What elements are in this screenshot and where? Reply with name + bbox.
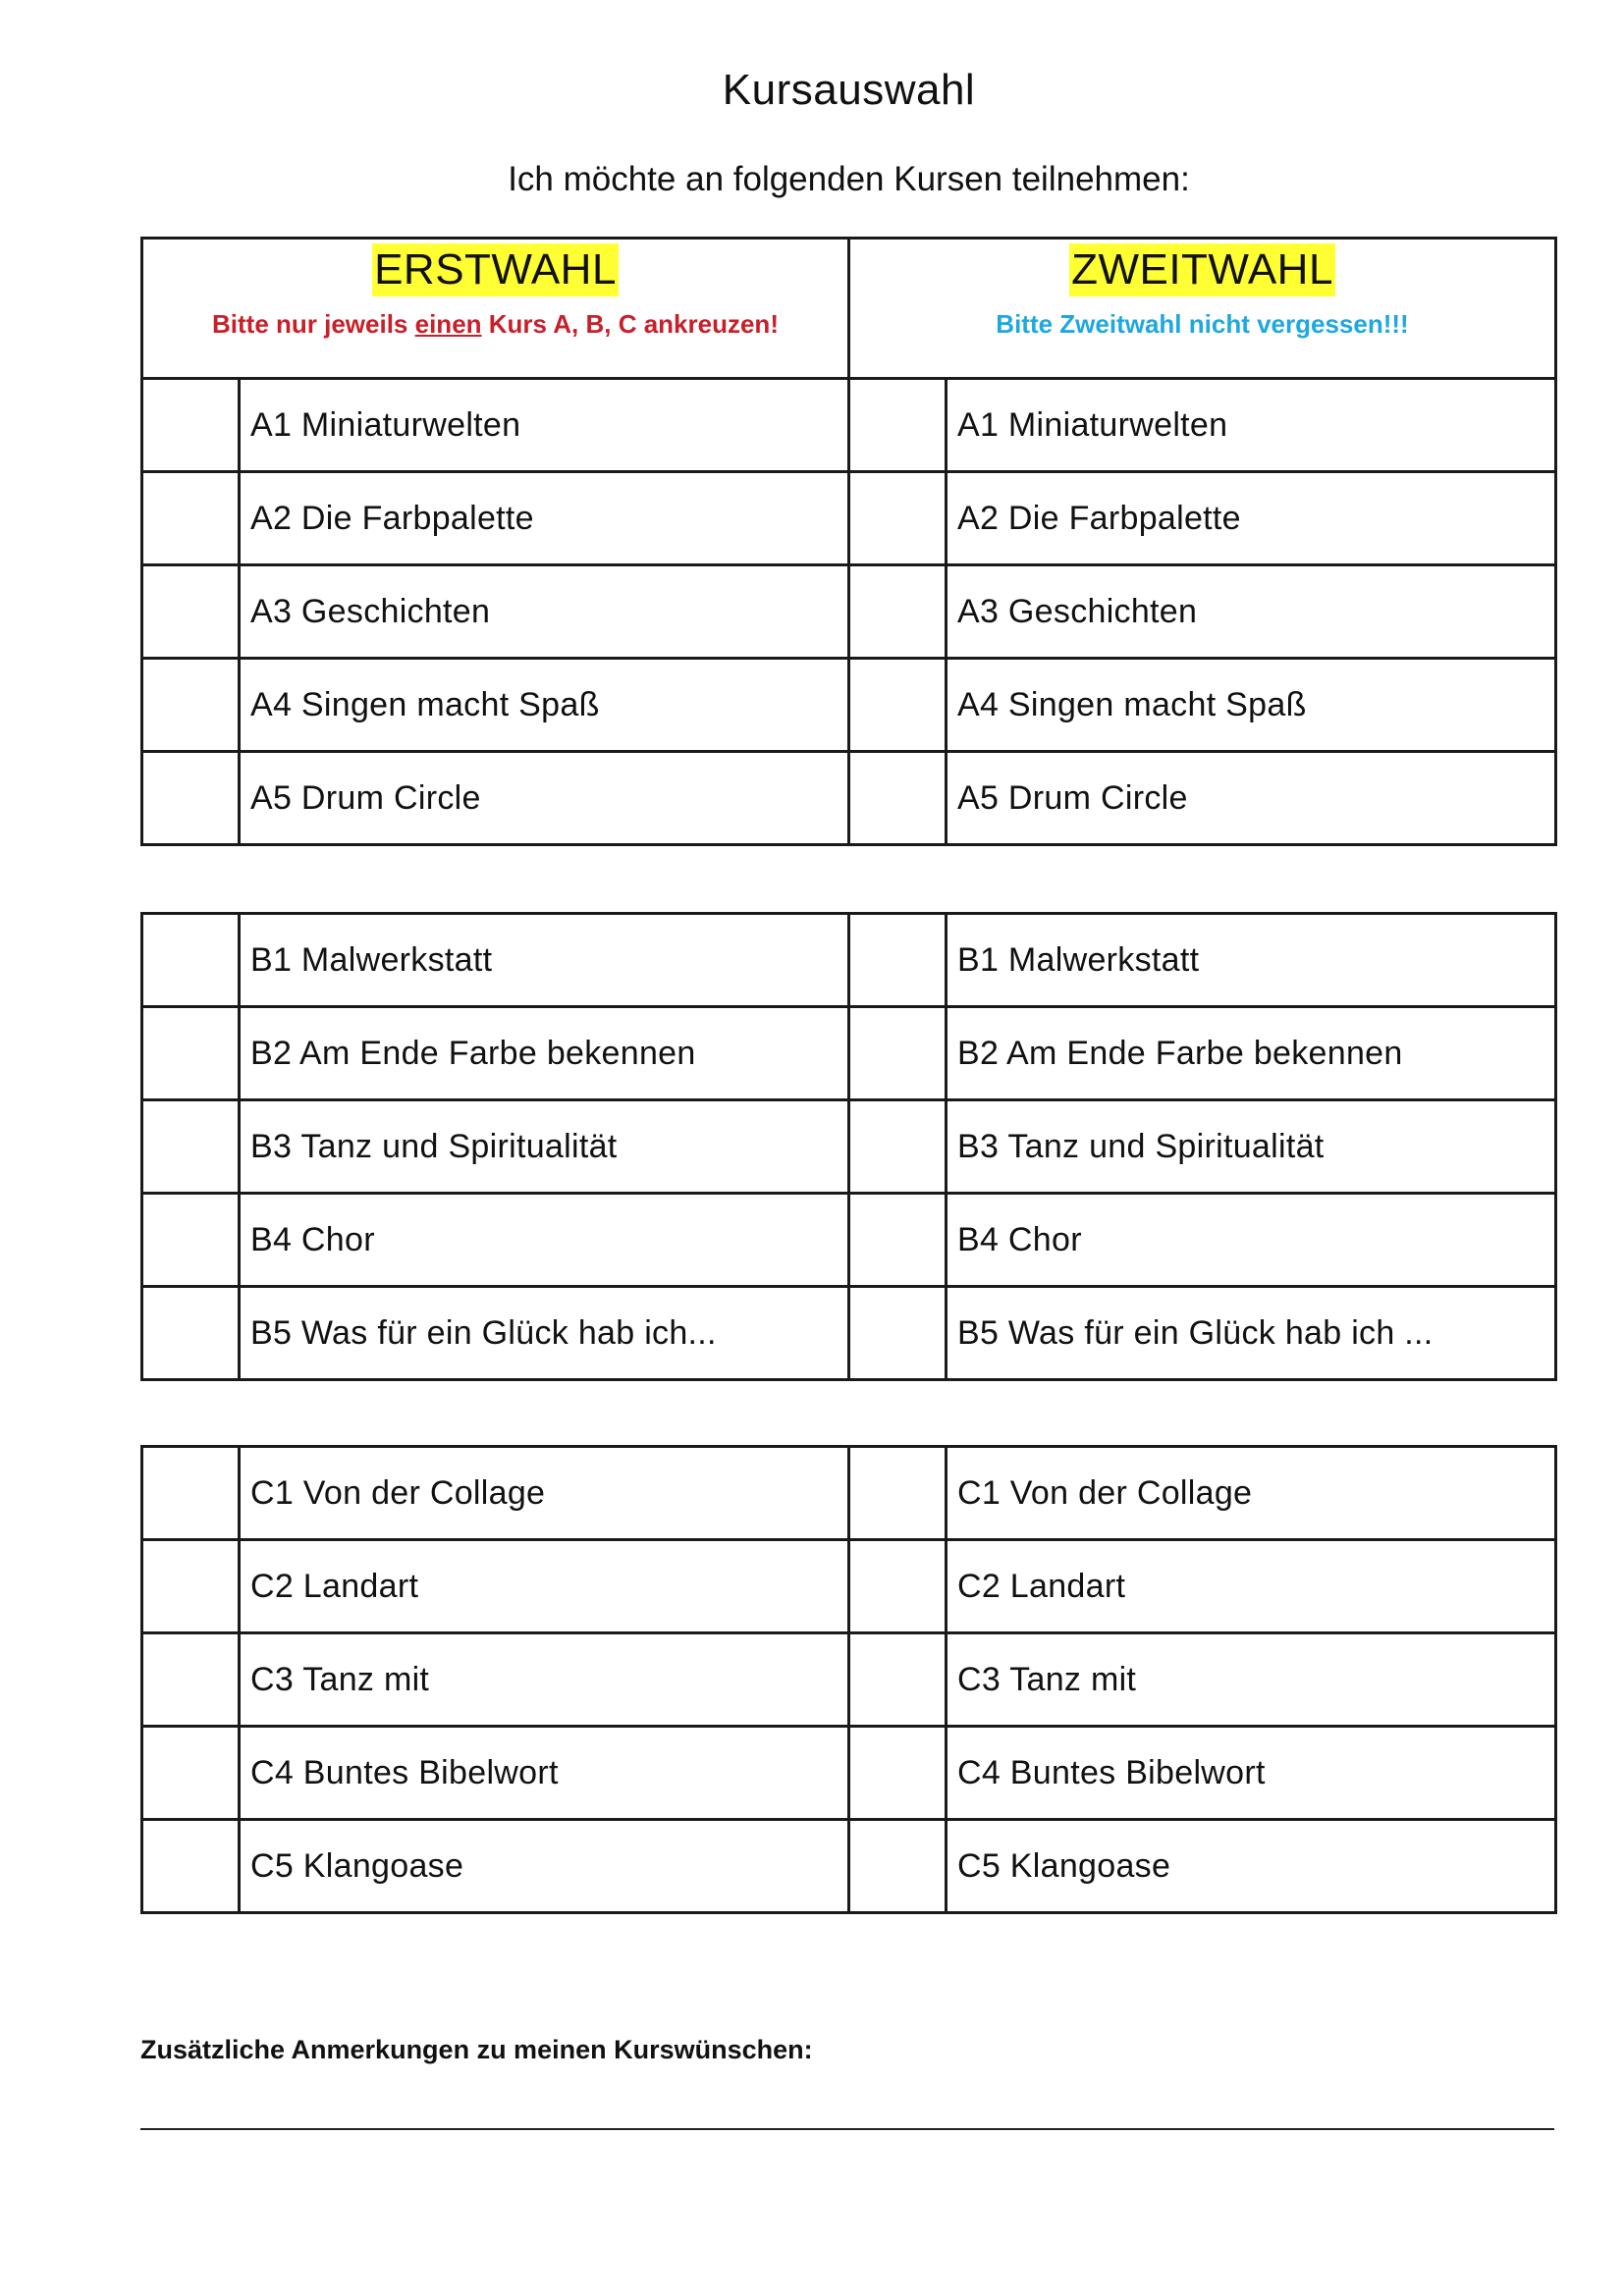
first-choice-note-text: Bitte nur jeweils: [212, 309, 415, 339]
first-choice-course-label: A2 Die Farbpalette: [240, 472, 849, 565]
first-choice-course-label: A5 Drum Circle: [240, 752, 849, 845]
second-choice-checkbox[interactable]: [849, 1633, 947, 1727]
course-row: [142, 565, 1556, 659]
first-choice-checkbox[interactable]: [142, 1447, 240, 1540]
second-choice-checkbox[interactable]: [849, 565, 947, 659]
second-choice-checkbox[interactable]: [849, 1100, 947, 1194]
course-row: [142, 752, 1556, 845]
first-choice-course-label: C3 Tanz mit: [240, 1633, 849, 1727]
first-choice-checkbox[interactable]: [142, 1194, 240, 1287]
second-choice-checkbox[interactable]: [849, 1287, 947, 1380]
second-choice-note: Bitte Zweitwahl nicht vergessen!!!: [996, 309, 1409, 339]
first-choice-course-label: B1 Malwerkstatt: [240, 914, 849, 1007]
second-choice-checkbox[interactable]: [849, 1007, 947, 1100]
first-choice-course-label: A1 Miniaturwelten: [240, 379, 849, 472]
first-choice-course-label: C5 Klangoase: [240, 1820, 849, 1913]
first-choice-note-underlined: einen: [414, 309, 482, 339]
second-choice-course-label: A2 Die Farbpalette: [947, 472, 1556, 565]
course-row: [142, 914, 1556, 1007]
second-choice-checkbox[interactable]: [849, 914, 947, 1007]
second-choice-course-label: B3 Tanz und Spiritualität: [947, 1100, 1556, 1194]
first-choice-checkbox[interactable]: [142, 659, 240, 752]
first-choice-course-label: B4 Chor: [240, 1194, 849, 1287]
remarks-write-line[interactable]: [140, 2128, 1554, 2130]
first-choice-checkbox[interactable]: [142, 379, 240, 472]
second-choice-checkbox[interactable]: [849, 379, 947, 472]
second-choice-title: ZWEITWAHL: [1069, 243, 1335, 296]
first-choice-course-label: C2 Landart: [240, 1540, 849, 1633]
course-row: [142, 1820, 1556, 1913]
course-row: [142, 1633, 1556, 1727]
course-row: [142, 659, 1556, 752]
first-choice-title: ERSTWAHL: [372, 243, 619, 296]
first-choice-note-text-end: Kurs A, B, C ankreuzen!: [481, 309, 779, 339]
first-choice-checkbox[interactable]: [142, 1633, 240, 1727]
course-table-a: [140, 237, 1557, 846]
first-choice-checkbox[interactable]: [142, 1100, 240, 1194]
first-choice-course-label: C4 Buntes Bibelwort: [240, 1727, 849, 1820]
second-choice-checkbox[interactable]: [849, 659, 947, 752]
first-choice-note: [143, 308, 847, 340]
first-choice-checkbox[interactable]: [142, 914, 240, 1007]
second-choice-header: [849, 239, 1556, 379]
course-row: [142, 1447, 1556, 1540]
course-row: [142, 1540, 1556, 1633]
first-choice-checkbox[interactable]: [142, 752, 240, 845]
course-row: [142, 1287, 1556, 1380]
remarks-label: Zusätzliche Anmerkungen zu meinen Kurswünschen:: [140, 2035, 813, 2064]
course-table-b: [140, 912, 1557, 1381]
first-choice-checkbox[interactable]: [142, 1287, 240, 1380]
course-row: [142, 379, 1556, 472]
second-choice-course-label: C4 Buntes Bibelwort: [947, 1727, 1556, 1820]
first-choice-course-label: B5 Was für ein Glück hab ich...: [240, 1287, 849, 1380]
course-table-c: [140, 1445, 1557, 1914]
course-row: [142, 1194, 1556, 1287]
first-choice-checkbox[interactable]: [142, 1727, 240, 1820]
first-choice-course-label: A3 Geschichten: [240, 565, 849, 659]
first-choice-checkbox[interactable]: [142, 1820, 240, 1913]
second-choice-checkbox[interactable]: [849, 1820, 947, 1913]
first-choice-checkbox[interactable]: [142, 565, 240, 659]
page-subtitle: Ich möchte an folgenden Kursen teilnehmen:: [508, 160, 1190, 198]
second-choice-course-label: A4 Singen macht Spaß: [947, 659, 1556, 752]
second-choice-course-label: B5 Was für ein Glück hab ich ...: [947, 1287, 1556, 1380]
first-choice-checkbox[interactable]: [142, 472, 240, 565]
page-title: Kursauswahl: [722, 66, 976, 114]
second-choice-checkbox[interactable]: [849, 752, 947, 845]
course-row: [142, 472, 1556, 565]
course-row: [142, 1727, 1556, 1820]
second-choice-course-label: A3 Geschichten: [947, 565, 1556, 659]
course-row: [142, 1007, 1556, 1100]
second-choice-course-label: C1 Von der Collage: [947, 1447, 1556, 1540]
second-choice-checkbox[interactable]: [849, 1540, 947, 1633]
second-choice-checkbox[interactable]: [849, 1727, 947, 1820]
second-choice-checkbox[interactable]: [849, 1447, 947, 1540]
second-choice-course-label: B2 Am Ende Farbe bekennen: [947, 1007, 1556, 1100]
first-choice-checkbox[interactable]: [142, 1540, 240, 1633]
second-choice-course-label: B4 Chor: [947, 1194, 1556, 1287]
first-choice-course-label: A4 Singen macht Spaß: [240, 659, 849, 752]
first-choice-course-label: B3 Tanz und Spiritualität: [240, 1100, 849, 1194]
second-choice-course-label: C3 Tanz mit: [947, 1633, 1556, 1727]
first-choice-checkbox[interactable]: [142, 1007, 240, 1100]
second-choice-checkbox[interactable]: [849, 1194, 947, 1287]
second-choice-course-label: C2 Landart: [947, 1540, 1556, 1633]
first-choice-course-label: B2 Am Ende Farbe bekennen: [240, 1007, 849, 1100]
second-choice-course-label: A1 Miniaturwelten: [947, 379, 1556, 472]
second-choice-course-label: B1 Malwerkstatt: [947, 914, 1556, 1007]
first-choice-course-label: C1 Von der Collage: [240, 1447, 849, 1540]
choice-header-row: [142, 239, 1556, 379]
second-choice-checkbox[interactable]: [849, 472, 947, 565]
first-choice-header: [142, 239, 849, 379]
second-choice-course-label: A5 Drum Circle: [947, 752, 1556, 845]
second-choice-course-label: C5 Klangoase: [947, 1820, 1556, 1913]
course-row: [142, 1100, 1556, 1194]
